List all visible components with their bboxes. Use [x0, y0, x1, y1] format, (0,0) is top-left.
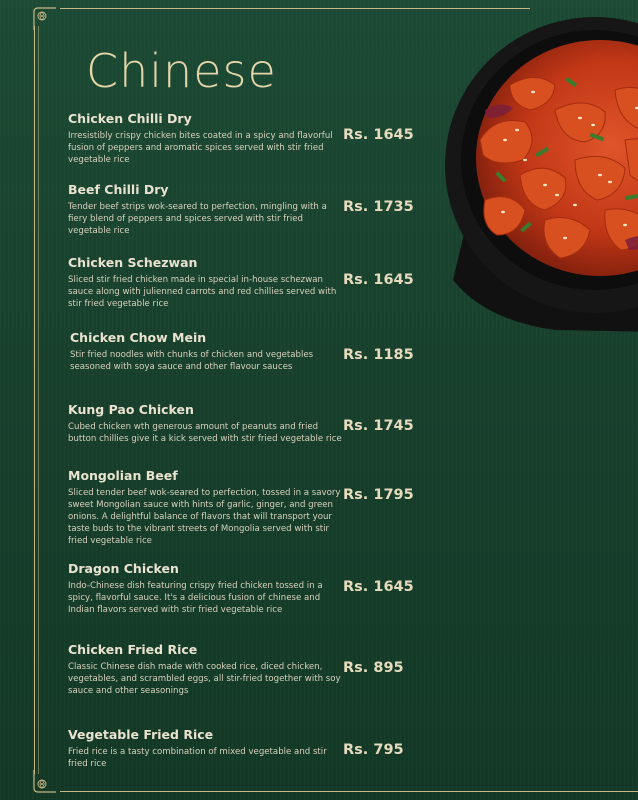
frame-line-left: [34, 26, 35, 774]
item-description: Tender beef strips wok-seared to perfection, mingling with a fiery blend of peppers and spices served with stir fried vegetable rice: [68, 202, 327, 236]
menu-item-chicken-fried-rice: [68, 642, 348, 697]
item-price: Rs. 1745: [343, 418, 414, 434]
item-description: Stir fried noodles with chunks of chicken and vegetables seasoned with soya sauce and other flavour sauces: [70, 350, 314, 372]
menu-item-kung-pao-chicken: [68, 402, 348, 445]
item-name: Chicken Chilli Dry: [68, 111, 192, 126]
item-description: Sliced stir fried chicken made in special in-house schezwan sauce along with julienned carrots and red chillies served with stir fried vegetable rice: [68, 275, 337, 309]
menu-item-chicken-chow-mein: [70, 330, 350, 373]
ornament-corner-icon: [30, 4, 58, 32]
menu-item-mongolian-beef: [68, 468, 344, 547]
item-price: Rs. 1645: [343, 127, 414, 143]
item-description: Classic Chinese dish made with cooked rice, diced chicken, vegetables, and scrambled eggs, all stir-fried together with soy sauce and other seasonings: [68, 662, 341, 696]
item-price: Rs. 1795: [343, 487, 414, 503]
item-name: Dragon Chicken: [68, 561, 179, 576]
ornament-corner-icon: [30, 768, 58, 796]
item-description: Fried rice is a tasty combination of mixed vegetable and stir fried rice: [68, 747, 327, 769]
item-name: Kung Pao Chicken: [68, 402, 194, 417]
item-name: Chicken Chow Mein: [70, 330, 207, 345]
item-name: Beef Chilli Dry: [68, 182, 169, 197]
menu-item-beef-chilli-dry: [68, 182, 348, 237]
item-name: Vegetable Fried Rice: [68, 727, 214, 742]
item-description: Irresistibly crispy chicken bites coated in a spicy and flavorful fusion of peppers and aromatic spices served with stir fried vegetable rice: [68, 131, 333, 165]
item-description: Sliced tender beef wok-seared to perfection, tossed in a savory sweet Mongolian sauce with hints of garlic, ginger, and green onions. A delightful balance of flavors that will transport your taste buds to the vibrant streets of Mongolia served with stir fried vegetable rice: [68, 488, 341, 546]
item-name: Chicken Fried Rice: [68, 642, 198, 657]
menu-item-chicken-schezwan: [68, 255, 348, 310]
menu-item-chicken-chilli-dry: [68, 111, 348, 166]
chilli-chicken-dish-photo: [425, 0, 638, 340]
item-name: Chicken Schezwan: [68, 255, 198, 270]
item-price: Rs. 895: [343, 660, 404, 676]
frame-line-bottom: [60, 791, 638, 792]
item-price: Rs. 795: [343, 742, 404, 758]
item-price: Rs. 1645: [343, 579, 414, 595]
item-description: Indo-Chinese dish featuring crispy fried chicken tossed in a spicy, flavorful sauce. It's a delicious fusion of chinese and Indian flavors served with stir fried vegetable rice: [68, 581, 323, 615]
item-description: Cubed chicken wth generous amount of peanuts and fried button chillies give it a kick served with stir fried vegetable rice: [68, 422, 342, 444]
frame-line-left-inner: [38, 26, 39, 774]
item-price: Rs. 1185: [343, 347, 414, 363]
item-name: Mongolian Beef: [68, 468, 178, 483]
menu-item-dragon-chicken: [68, 561, 348, 616]
item-price: Rs. 1645: [343, 272, 414, 288]
item-price: Rs. 1735: [343, 199, 414, 215]
page-title: Chinese: [86, 44, 277, 98]
menu-item-vegetable-fried-rice: [68, 727, 348, 770]
